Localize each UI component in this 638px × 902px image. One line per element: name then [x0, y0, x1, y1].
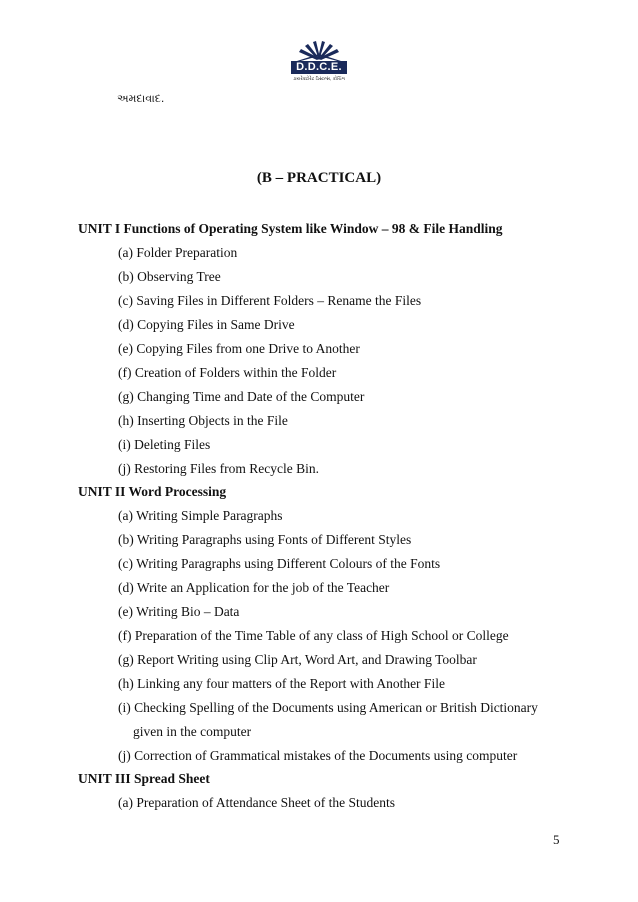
list-item: (d) Copying Files in Same Drive: [118, 317, 295, 332]
list-item: (e) Writing Bio – Data: [118, 604, 240, 619]
list-item: (a) Writing Simple Paragraphs: [118, 508, 283, 523]
list-item: (h) Linking any four matters of the Report with Another File: [118, 676, 445, 691]
list-item: (i) Checking Spelling of the Documents using American or British Dictionary: [118, 700, 538, 715]
unit-title: UNIT I Functions of Operating System like Window – 98 & File Handling: [78, 221, 503, 236]
list-item: (h) Inserting Objects in the File: [118, 413, 288, 428]
list-item: (g) Changing Time and Date of the Computer: [118, 389, 365, 404]
unit-title: UNIT III Spread Sheet: [78, 771, 210, 786]
list-item: (c) Writing Paragraphs using Different Colours of the Fonts: [118, 556, 441, 571]
logo-tagline: ડાયરેક્ટોરેટ ડિસ્ટન્સ, કોચિંગ: [293, 77, 345, 82]
unit-title: UNIT II Word Processing: [78, 484, 227, 499]
list-item: (f) Preparation of the Time Table of any class of High School or College: [118, 628, 509, 643]
logo-text: D.D.C.E.: [291, 61, 347, 74]
list-item: (a) Folder Preparation: [118, 245, 238, 260]
page-number: 5: [553, 832, 560, 847]
ddce-logo: [291, 34, 347, 92]
book-icon: [291, 34, 347, 62]
list-item: (d) Write an Application for the job of the Teacher: [118, 580, 390, 595]
list-item-continuation: given in the computer: [133, 724, 252, 739]
list-item: (b) Writing Paragraphs using Fonts of Different Styles: [118, 532, 412, 547]
list-item: (e) Copying Files from one Drive to Another: [118, 341, 360, 356]
list-item: (j) Restoring Files from Recycle Bin.: [118, 461, 319, 476]
list-item: (c) Saving Files in Different Folders – Rename the Files: [118, 293, 422, 308]
list-item: (b) Observing Tree: [118, 269, 221, 284]
list-item: (a) Preparation of Attendance Sheet of the Students: [118, 795, 396, 810]
section-title: (B – PRACTICAL): [256, 170, 382, 186]
list-item: (g) Report Writing using Clip Art, Word Art, and Drawing Toolbar: [118, 652, 477, 667]
list-item: (j) Correction of Grammatical mistakes of the Documents using computer: [118, 748, 518, 763]
list-item: (i) Deleting Files: [118, 437, 211, 452]
list-item: (f) Creation of Folders within the Folder: [118, 365, 337, 380]
header-city: અમદાવાદ.: [117, 92, 165, 105]
